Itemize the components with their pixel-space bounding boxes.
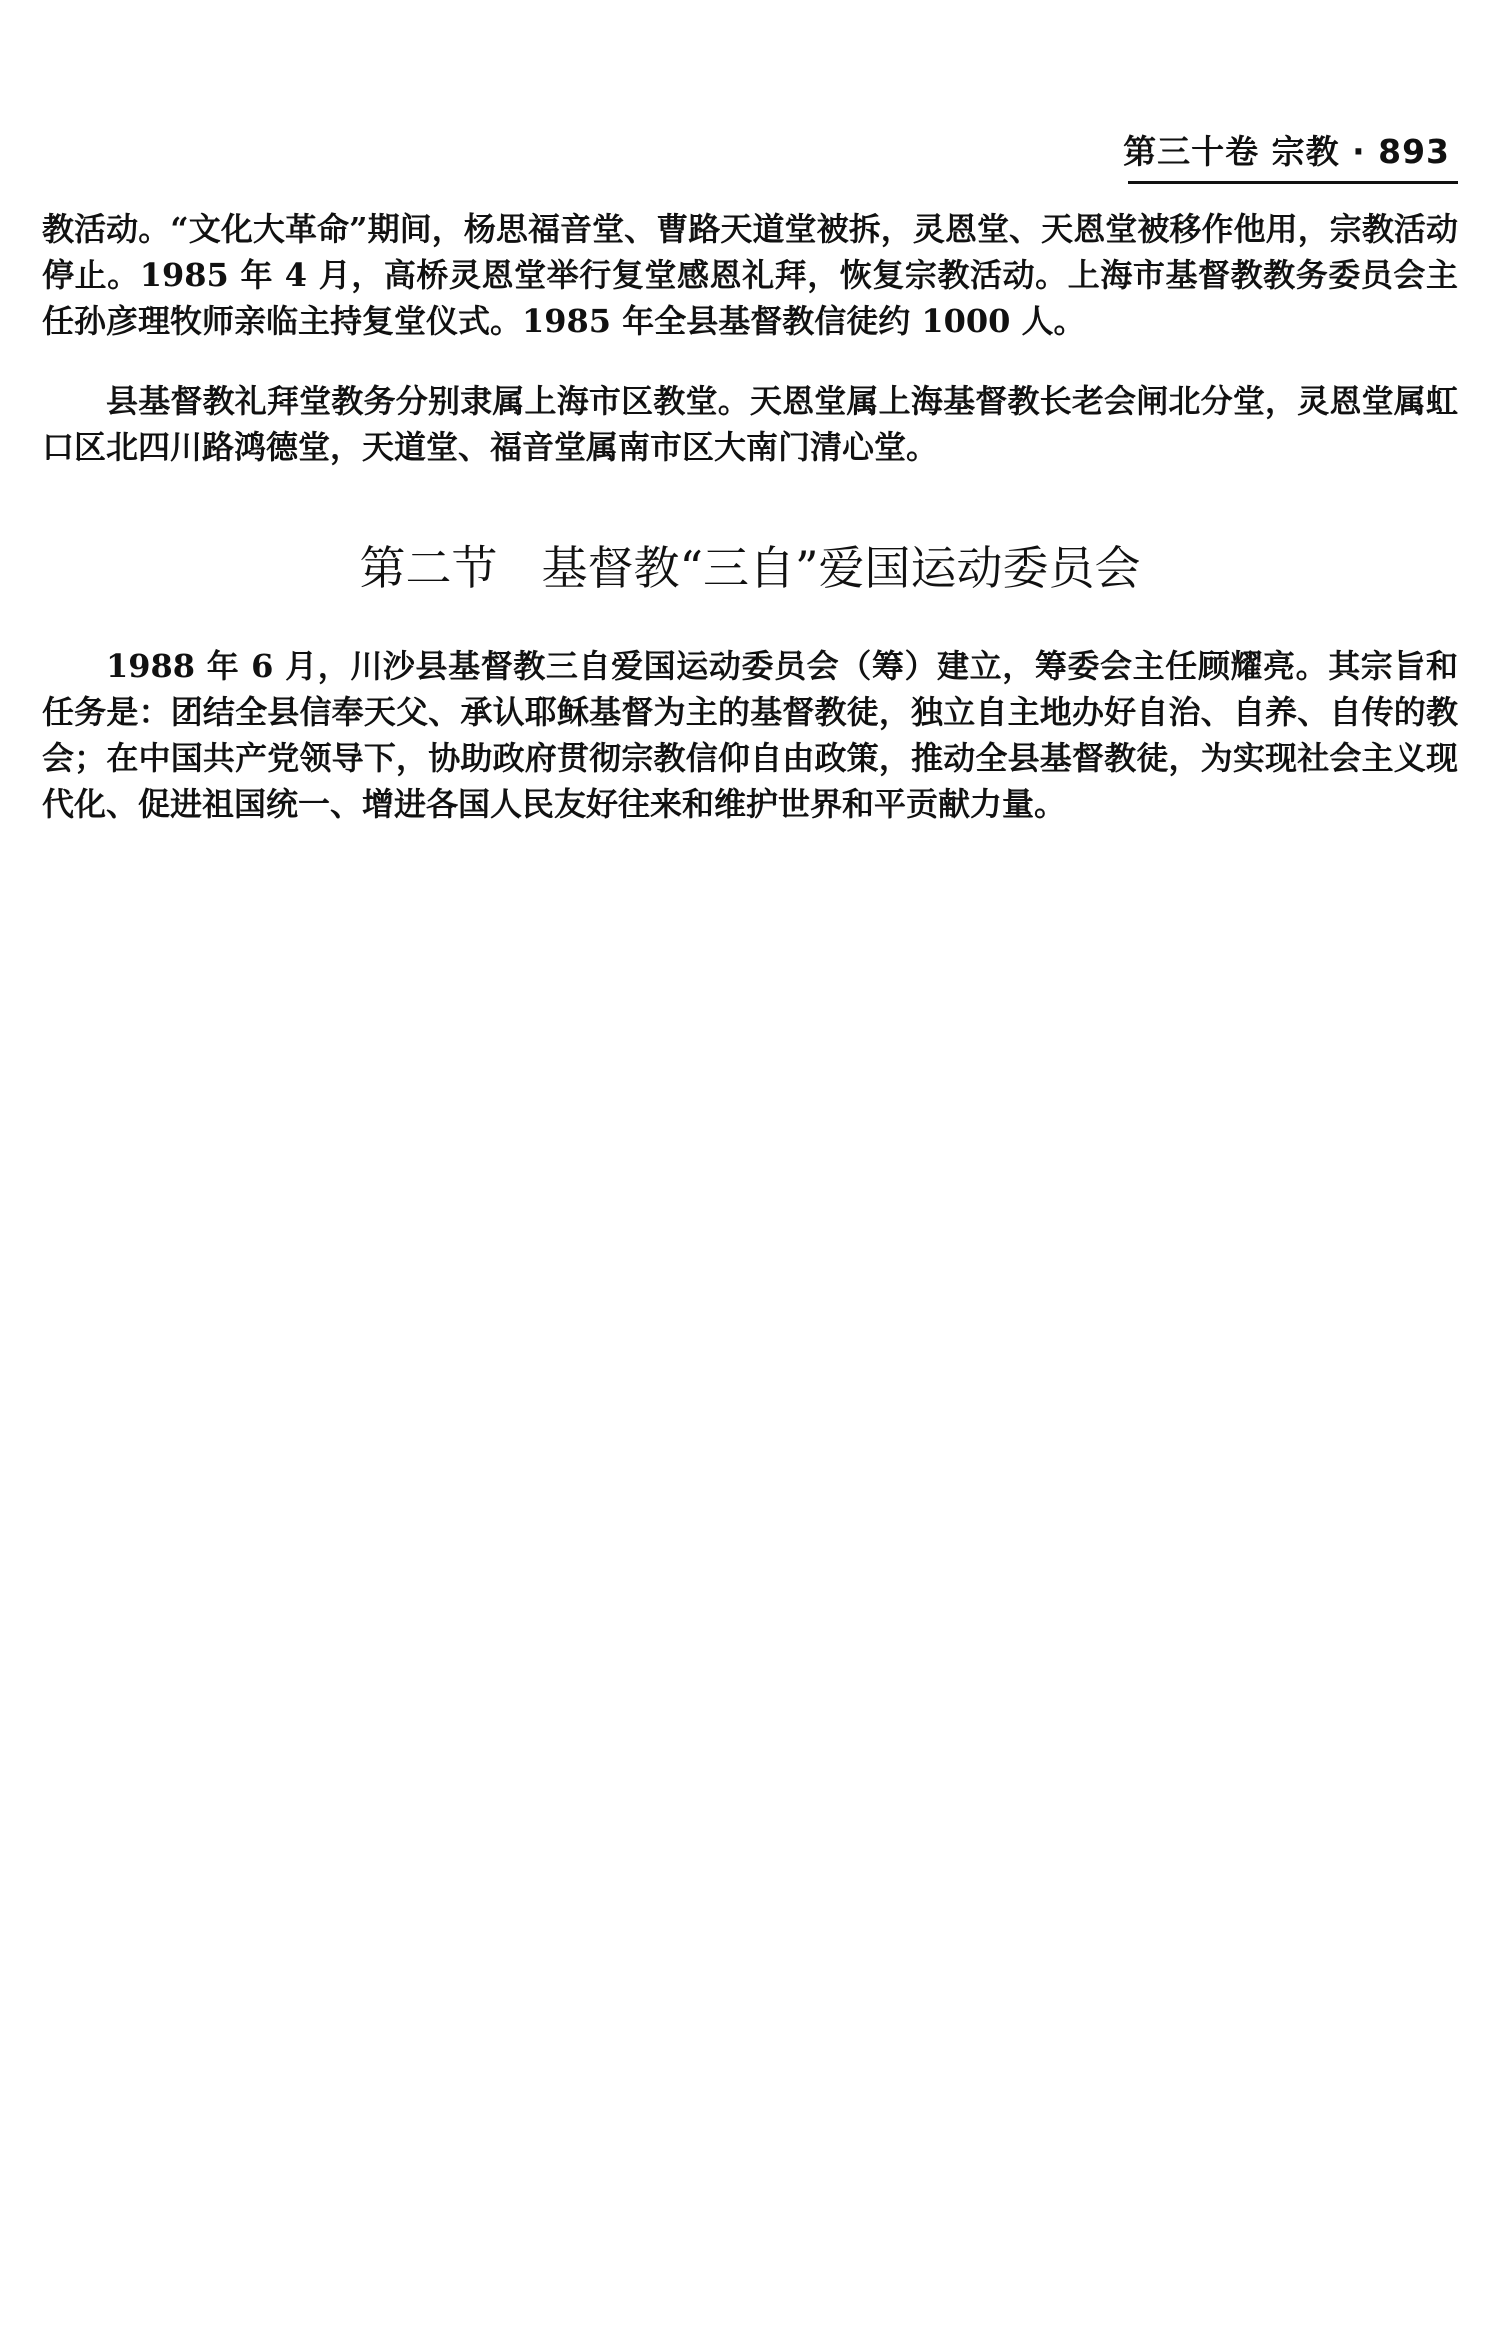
section-title xyxy=(0,538,1500,598)
paragraph-affiliation: 县基督教礼拜堂教务分别隶属上海市区教堂。天恩堂属上海基督教长老会闸北分堂，灵恩堂属虹口区北四川路鸿德堂，天道堂、福音堂属南市区大南门清心堂。 xyxy=(42,382,1458,466)
paragraph-continued: 教活动。“文化大革命”期间，杨思福音堂、曹路天道堂被拆，灵恩堂、天恩堂被移作他用，宗教活动停止。1985 年 4 月，高桥灵恩堂举行复堂感恩礼拜，恢复宗教活动。上海市基督教教务委员会主任孙彦理牧师亲临主持复堂仪式。1985 年全县基督教信徒约 1000 人。 xyxy=(42,210,1458,340)
running-head xyxy=(1123,130,1458,184)
section-name: 基督教“三自”爱国运动委员会 xyxy=(541,541,1141,595)
running-head-text: 第三十卷 宗教 · 893 xyxy=(1123,132,1450,171)
header-rule xyxy=(1128,181,1458,184)
paragraph-committee: 1988 年 6 月，川沙县基督教三自爱国运动委员会（筹）建立，筹委会主任顾耀亮。其宗旨和任务是：团结全县信奉天父、承认耶稣基督为主的基督教徒，独立自主地办好自治、自养、自传的教会；在中国共产党领导下，协助政府贯彻宗教信仰自由政策，推动全县基督教徒，为实现社会主义现代化、促进祖国统一、增进各国人民友好往来和维护世界和平贡献力量。 xyxy=(42,647,1458,823)
section-number: 第二节 xyxy=(359,541,498,595)
